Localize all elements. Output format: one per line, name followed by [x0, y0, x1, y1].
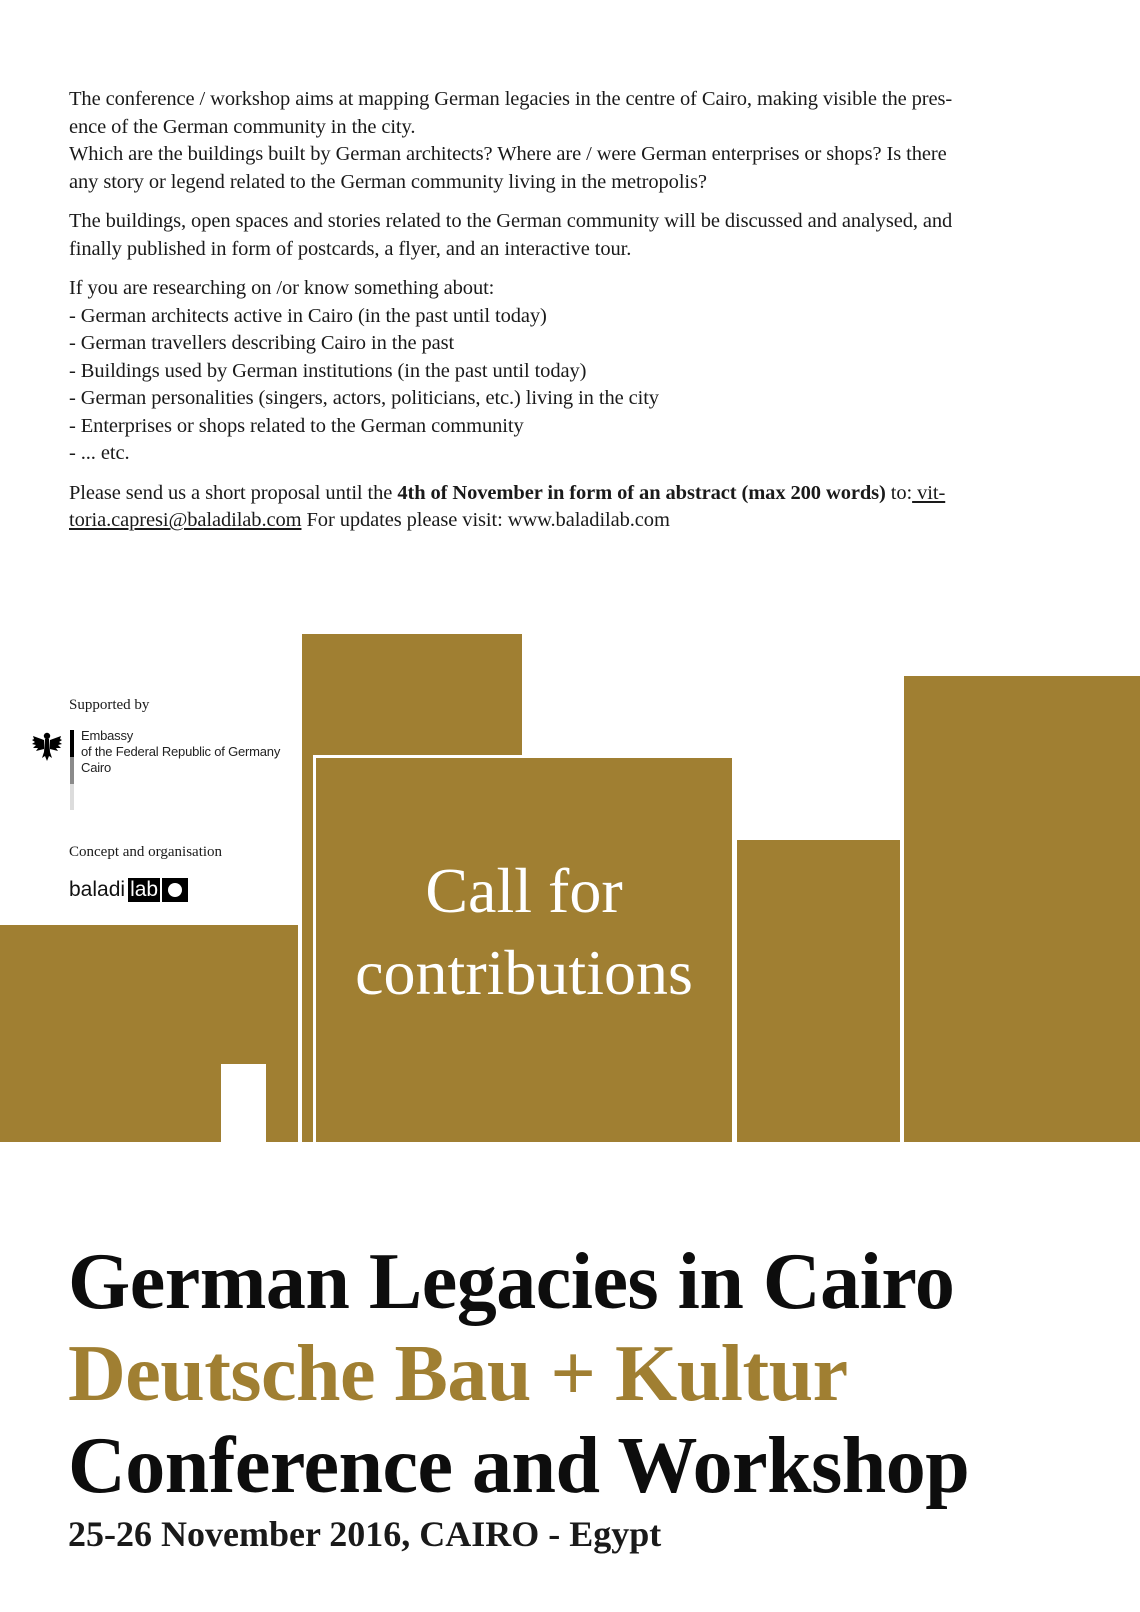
block-middle-right — [737, 840, 900, 1142]
title-english: German Legacies in Cairo — [68, 1238, 955, 1326]
embassy-logo — [31, 730, 291, 810]
call-for-contributions-heading: Call for contributions — [355, 855, 693, 1008]
email-link[interactable]: vit- toria.capresi@baladilab.com — [69, 481, 946, 531]
submission-info: Please send us a short proposal until the 4th of November in form of an abstract (max 200 words) to: vit- toria.capresi@baladilab.com For updates please visit: www.baladilab.com — [69, 481, 946, 531]
logo-circle-icon — [162, 878, 188, 902]
federal-eagle-icon — [31, 730, 63, 764]
intro-text — [69, 86, 1079, 547]
door-shape — [221, 1064, 266, 1142]
title-block — [68, 1236, 969, 1556]
embassy-name: Embassy of the Federal Republic of Germany Cairo — [81, 728, 281, 775]
supported-by-label: Supported by — [69, 697, 150, 713]
intro-paragraph-2: The buildings, open spaces and stories related to the German community will be discussed and analysed, and finally published in form of postcards, a flyer, and an interactive tour. — [69, 210, 953, 260]
baladilab-logo: baladi lab — [69, 878, 188, 902]
website-text: For updates please visit: www.baladilab.com — [301, 509, 670, 531]
title-german: Deutsche Bau + Kultur — [68, 1330, 848, 1418]
topic-item: - Enterprises or shops related to the German community — [69, 414, 524, 437]
intro-paragraph-1: The conference / workshop aims at mapping German legacies in the centre of Cairo, making visible the pres- ence of the German community in the city. Which are the buildings built by German architects? Where are / were German enterprises or shops? Is there any story or legend related to the German community living in the metropolis? — [69, 88, 953, 193]
topics-intro: If you are researching on /or know something about: — [69, 277, 495, 299]
topic-item: - German personalities (singers, actors, politicians, etc.) living in the city — [69, 387, 659, 409]
event-type: Conference and Workshop — [68, 1422, 970, 1510]
flag-bar — [70, 730, 74, 810]
date-place: 25-26 November 2016, CAIRO - Egypt — [68, 1514, 662, 1554]
gap-line — [298, 925, 302, 1142]
topics-list — [69, 275, 1079, 468]
supporters-section — [69, 696, 281, 901]
topic-item: - German travellers describing Cairo in the past — [69, 332, 455, 354]
concept-label: Concept and organisation — [69, 844, 223, 860]
topic-item: - Buildings used by German institutions (in the past until today) — [69, 359, 587, 382]
topic-item: - ... etc. — [69, 442, 130, 464]
topic-item: - German architects active in Cairo (in the past until today) — [69, 304, 547, 327]
block-right — [904, 676, 1140, 1142]
deadline: 4th of November in form of an abstract (max 200 words) — [397, 481, 886, 504]
